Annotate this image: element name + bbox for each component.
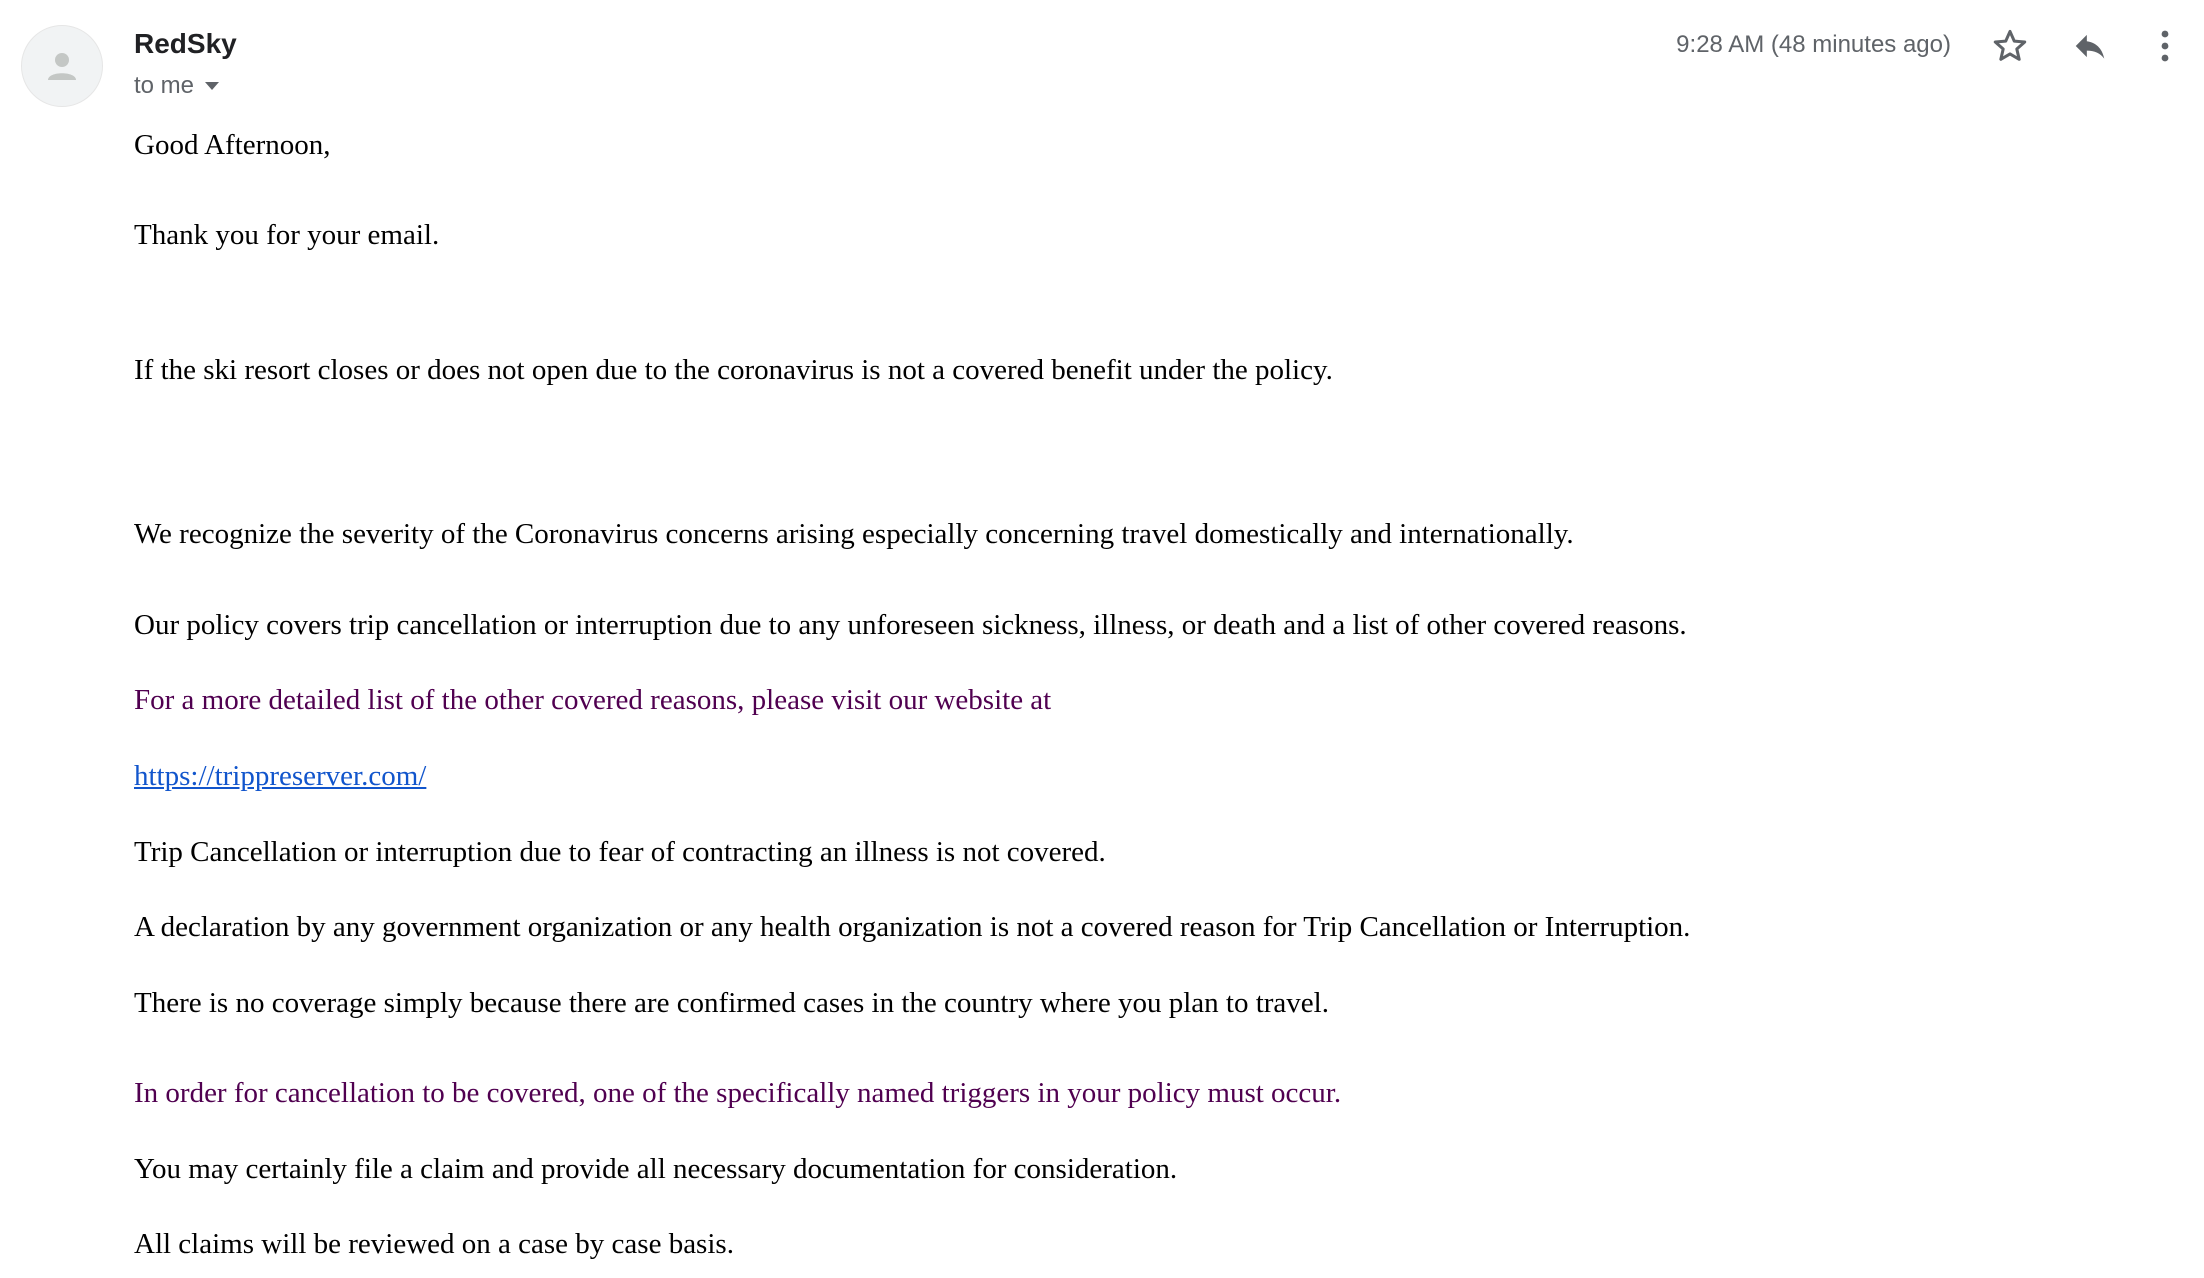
- recipient-details-toggle[interactable]: [134, 72, 220, 100]
- detailed-list-text: For a more detailed list of the other covered reasons, please visit our website at: [134, 684, 1052, 716]
- star-icon: [1991, 27, 2029, 65]
- greeting-text: Good Afternoon,: [134, 129, 331, 161]
- triggers-text: In order for cancellation to be covered, one of the specifically named triggers in your policy must occur.: [134, 1077, 1342, 1109]
- website-link[interactable]: https://trippreserver.com/: [134, 760, 427, 792]
- fear-text: Trip Cancellation or interruption due to fear of contracting an illness is not covered.: [134, 836, 1106, 868]
- recipient-label: to me: [134, 72, 195, 99]
- caret-down-icon: [204, 81, 220, 91]
- message-timestamp: 9:28 AM (48 minutes ago): [1676, 31, 1951, 58]
- star-button[interactable]: [1982, 18, 2038, 74]
- file-claim-text: You may certainly file a claim and provide all necessary documentation for consideration.: [134, 1153, 1178, 1185]
- more-vert-icon: [2159, 28, 2171, 64]
- no-coverage-text: There is no coverage simply because there are confirmed cases in the country where you plan to travel.: [134, 987, 1329, 1019]
- resort-text: If the ski resort closes or does not open due to the coronavirus is not a covered benefit under the policy.: [134, 354, 1333, 386]
- reply-icon: [2071, 27, 2109, 65]
- policy-text: Our policy covers trip cancellation or interruption due to any unforeseen sickness, illness, or death and a list of other covered reasons.: [134, 609, 1687, 641]
- thanks-text: Thank you for your email.: [134, 219, 440, 251]
- reviewed-text: All claims will be reviewed on a case by case basis.: [134, 1228, 734, 1260]
- reply-button[interactable]: [2062, 18, 2118, 74]
- sender-name[interactable]: RedSky: [134, 28, 237, 59]
- recognize-text: We recognize the severity of the Coronavirus concerns arising especially concerning travel domestically and internationally.: [134, 518, 1574, 550]
- person-icon: [42, 46, 82, 86]
- sender-avatar[interactable]: [21, 25, 103, 107]
- more-options-button[interactable]: [2142, 18, 2188, 74]
- declaration-text: A declaration by any government organization or any health organization is not a covered reason for Trip Cancellation or Interruption.: [134, 911, 1691, 943]
